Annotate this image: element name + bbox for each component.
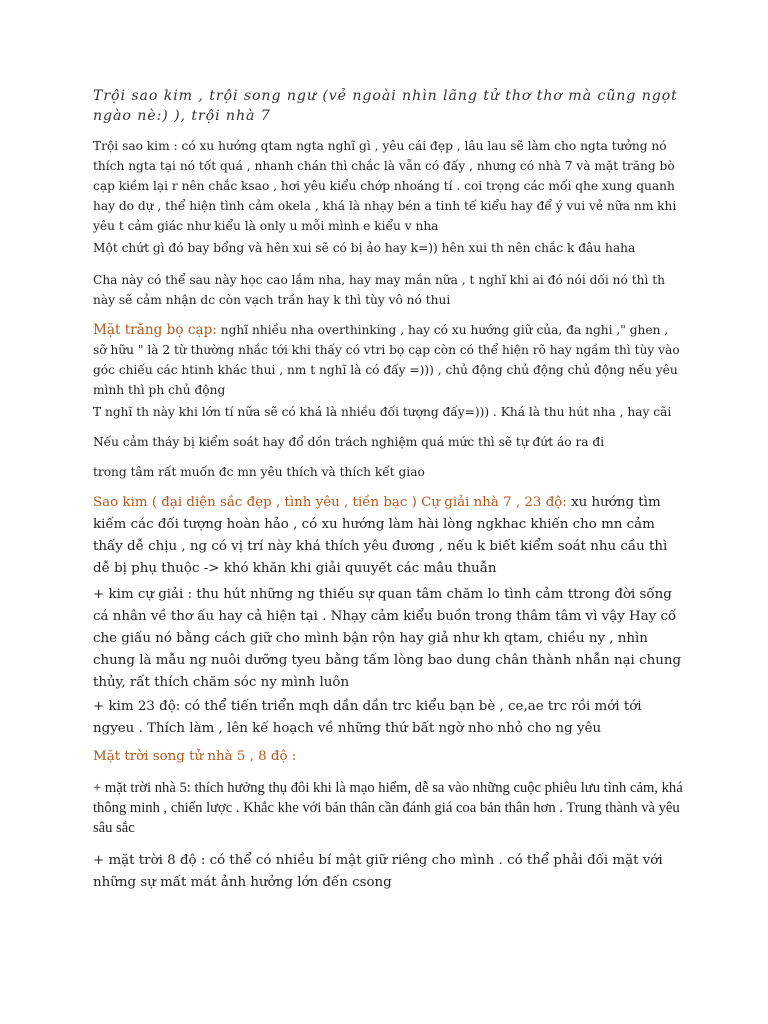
- paragraph-mat-troi-8-do: + mặt trời 8 độ : có thể có nhiều bí mật giữ riêng cho mình . có thể phải đối mặt với những sự mất mát ảnh hưởng lớn đến csong: [93, 853, 663, 890]
- document-title: Trội sao kim , trội song ngư (vẻ ngoài nhìn lãng tử thơ thơ mà cũng ngọt ngào nè:) ), trội nhà 7: [93, 88, 678, 124]
- paragraph-doi-tuong: T nghĩ th này khi lớn tí nữa sẽ có khá là nhiều đối tượng đấy=))) . Khá là thu hút nha , hay cãi: [93, 405, 672, 419]
- paragraph-bay-bong: Một chứt gì đó bay bổng và hên xui sẽ có bị ảo hay k=)) hên xui th nên chắc k đâu haha: [93, 241, 636, 255]
- paragraph-hoc-cao: Cha này có thể sau này học cao lắm nha, hay may mắn nữa , t nghĩ khi ai đó nói dối nó thì th này sẽ cảm nhận dc còn vạch trần hay k thì tùy vô nó thui: [93, 273, 665, 307]
- paragraph-sao-kim-cu-giai-body: xu hướng tìm kiếm các đối tượng hoàn hảo , có xu hướng làm hài lòng ngkhac khiến cho mn cảm thấy dễ chịu , ng có vị trí này khá thích yêu đương , nếu k biết kiểm soát nhu cầu thì dễ bị phụ thuộc -> khó khăn khi giải quuyết các mâu thuẫn: [93, 495, 668, 576]
- paragraph-kim-cu-giai: + kim cự giải : thu hút những ng thiếu sự quan tâm chăm lo tình cảm ttrong đời sống cá nhân về thơ ấu hay cả hiện tại . Nhạy cảm kiểu buồn trong thâm tâm vì vậy Hay cố che giấu nó bằng cách giữ cho mình bận rộn hay giả như kh qtam, chiều ny , nhìn chung là mẫu ng nuôi dưỡng tyeu bằng tấm lòng bao dung chân thành nhẫn nại chung thủy, rất thích chăm sóc ny mình luôn: [93, 587, 682, 690]
- heading-sao-kim-cu-giai: Sao kim ( đại diện sắc đẹp , tình yêu , tiền bạc ) Cự giải nhà 7 , 23 độ:: [93, 495, 567, 510]
- heading-mat-trang-bo-cap: Mặt trăng bọ cạp:: [93, 322, 217, 338]
- paragraph-ket-giao: trong tâm rất muốn đc mn yêu thích và thích kết giao: [93, 465, 425, 479]
- paragraph-sao-kim-cu-giai: [93, 492, 683, 580]
- paragraph-kim-23-do: + kim 23 độ: có thể tiến triển mqh dần dần trc kiểu bạn bè , ce,ae trc rồi mới tới ngyeu . Thích làm , lên kế hoạch về những thứ bất ngờ nho nhỏ cho ng yêu: [93, 699, 642, 736]
- paragraph-mat-trang: [93, 320, 683, 400]
- paragraph-kiem-soat: Nếu cảm tháy bị kiểm soát hay đổ dồn trách nghiệm quá mức thì sẽ tự đứt áo ra đi: [93, 435, 605, 449]
- paragraph-mat-trang-body: nghĩ nhiều nha overthinking , hay có xu hướng giữ của, đa nghi ," ghen , sỡ hữu " là 2 từ thường nhắc tới khi thấy có vtri bọ cạp còn có thể hiện rõ hay ngầm thì tùy vào góc chiếu các htinh khác thui , nm t nghĩ là có đấy =))) , chủ động chủ động chủ động nếu yêu mình thì ph chủ động: [93, 323, 680, 397]
- paragraph-mat-troi-nha-5: + mặt trời nhà 5: thích hưởng thụ đôi khi là mạo hiểm, dễ sa vào những cuộc phiêu lưu tình cảm, khá thông minh , chiến lược . Khắc khe với bản thân cần đánh giá coa bản thân hơn . Trung thành và yêu sâu sắc: [93, 780, 683, 836]
- heading-mat-troi-song-tu: Mặt trời song tử nhà 5 , 8 độ :: [93, 749, 297, 764]
- paragraph-sao-kim: Trội sao kim : có xu hướng qtam ngta nghĩ gì , yêu cái đẹp , lâu lau sẽ làm cho ngta tưởng nó thích ngta tại nó tốt quá , nhanh chán thì chắc là vẫn có đấy , nhưng có nhà 7 và mặt trăng bò cạp kiềm lại r nên chắc ksao , hơi yêu kiểu chớp nhoáng tí . coi trọng các mối qhe xung quanh hay do dự , thể hiện tình cảm okela , khá là nhạy bén a tinh tế kiểu hay để ý vui vẻ nữa nm khi yêu t cảm giác như kiểu là only u mỗi mình e kiểu v nha: [93, 139, 677, 233]
